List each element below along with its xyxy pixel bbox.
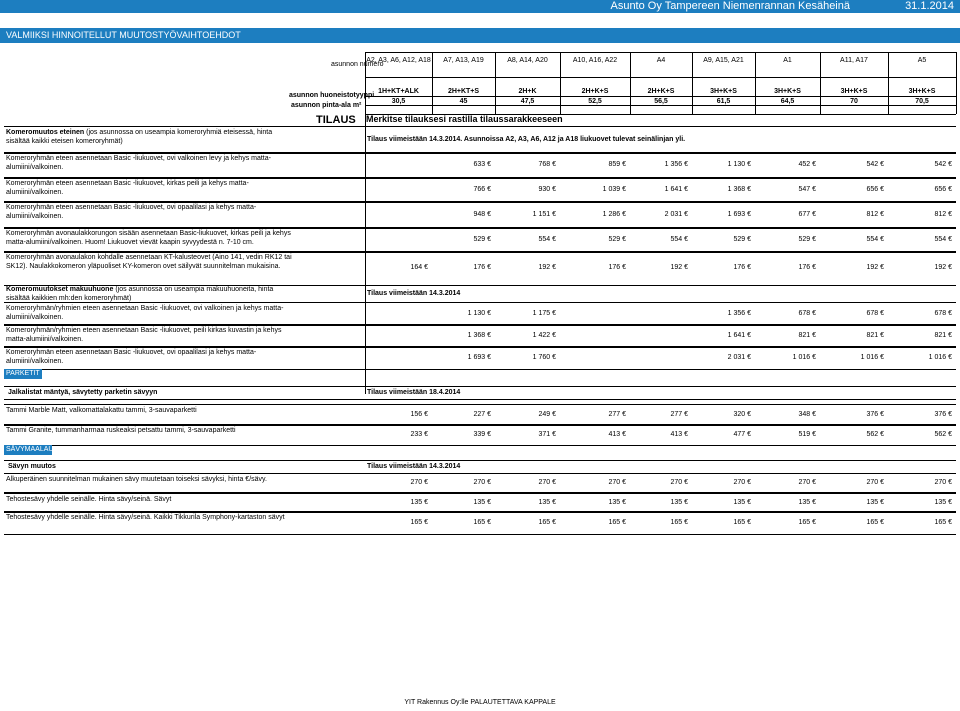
price-cell: 192 € (670, 264, 688, 271)
price-cell: 633 € (473, 161, 491, 168)
row-description: Tammi Marble Matt, valkomattalakattu tammi, 3-sauvaparketti (6, 407, 197, 414)
row-description: Komeroryhmän/ryhmien eteen asennetaan Basic -liukuovet, peili kirkas kuvastin ja kehys matta-alumiini/valkoinen. (6, 327, 282, 343)
apartment-area-cell: 30,5 (391, 98, 406, 105)
price-cell: 529 € (608, 236, 626, 243)
price-cell: 1 356 € (664, 161, 688, 168)
parketit-label: PARKETIT (6, 370, 40, 377)
price-cell: 176 € (608, 264, 626, 271)
price-cell: 1 151 € (532, 211, 556, 218)
price-cell: 452 € (798, 161, 816, 168)
block1-heading (6, 128, 286, 146)
apartment-type-cell: 3H+K+S (774, 88, 801, 95)
price-cell: 270 € (608, 479, 626, 486)
price-cell: 164 € (410, 264, 428, 271)
price-cell: 320 € (733, 411, 751, 418)
price-cell: 1 641 € (727, 332, 751, 339)
price-cell: 165 € (733, 519, 751, 526)
price-cell: 348 € (798, 411, 816, 418)
price-cell: 270 € (798, 479, 816, 486)
apartment-type-cell: 2H+K (518, 88, 537, 95)
price-cell: 821 € (934, 332, 952, 339)
price-cell: 1 368 € (467, 332, 491, 339)
price-cell: 376 € (866, 411, 884, 418)
price-cell: 165 € (934, 519, 952, 526)
apartment-number-cell: A7, A13, A19 (443, 57, 484, 64)
price-cell: 135 € (670, 499, 688, 506)
price-cell: 192 € (538, 264, 556, 271)
price-cell: 277 € (608, 411, 626, 418)
apartment-area-cell: 47,5 (520, 98, 535, 105)
price-cell: 135 € (410, 499, 428, 506)
apartment-type-label: asunnon huoneistotyyppi (289, 92, 375, 99)
price-cell: 930 € (538, 186, 556, 193)
price-cell: 339 € (473, 431, 491, 438)
price-cell: 678 € (798, 310, 816, 317)
price-cell: 812 € (866, 211, 884, 218)
block1-heading-bold: Komeromuutos eteinen (6, 129, 85, 136)
row-description: Tehostesävy yhdelle seinälle. Hinta sävy/seinä. Sävyt (6, 496, 172, 503)
price-cell: 176 € (473, 264, 491, 271)
price-cell: 656 € (934, 186, 952, 193)
price-cell: 1 016 € (928, 354, 952, 361)
price-cell: 227 € (473, 411, 491, 418)
apartment-number-cell: A10, A16, A22 (572, 57, 618, 64)
block2-order-note: Tilaus viimeistään 14.3.2014 (367, 290, 461, 297)
price-cell: 547 € (798, 186, 816, 193)
price-cell: 1 039 € (602, 186, 626, 193)
price-cell: 554 € (670, 236, 688, 243)
price-cell: 948 € (473, 211, 491, 218)
price-cell: 562 € (934, 431, 952, 438)
price-cell: 165 € (473, 519, 491, 526)
price-cell: 156 € (410, 411, 428, 418)
price-cell: 821 € (866, 332, 884, 339)
price-cell: 376 € (934, 411, 952, 418)
price-cell: 812 € (934, 211, 952, 218)
apartment-area-label: asunnon pinta-ala m² (291, 102, 362, 109)
price-cell: 176 € (733, 264, 751, 271)
savymaalaus-heading: Sävyn muutos (8, 463, 56, 470)
price-cell: 1 368 € (727, 186, 751, 193)
apartment-type-cell: 2H+KT+S (447, 88, 480, 95)
document-title: Asunto Oy Tampereen Niemenrannan Kesäheinä (610, 0, 850, 12)
apartment-number-cell: A8, A14, A20 (507, 57, 548, 64)
price-cell: 529 € (798, 236, 816, 243)
apartment-number-cell: A4 (656, 57, 666, 64)
price-cell: 270 € (866, 479, 884, 486)
price-cell: 165 € (670, 519, 688, 526)
apartment-area-cell: 61,5 (716, 98, 731, 105)
apartment-area-cell: 45 (459, 98, 468, 105)
parketit-heading: Jalkalistat mäntyä, sävytetty parketin sävyyn (8, 389, 158, 396)
price-cell: 371 € (538, 431, 556, 438)
price-cell: 1 016 € (860, 354, 884, 361)
price-cell: 165 € (410, 519, 428, 526)
price-cell: 249 € (538, 411, 556, 418)
price-cell: 554 € (934, 236, 952, 243)
price-cell: 1 356 € (727, 310, 751, 317)
price-cell: 821 € (798, 332, 816, 339)
header-grid-top (365, 52, 956, 53)
tilaus-note: Merkitse tilauksesi rastilla tilaussarakkeeseen (366, 114, 563, 124)
row-description: Alkuperäinen suunnitelman mukainen sävy muutetaan toiseksi sävyksi, hinta €/sävy. (6, 476, 267, 483)
price-cell: 233 € (410, 431, 428, 438)
price-cell: 519 € (798, 431, 816, 438)
price-cell: 270 € (934, 479, 952, 486)
price-cell: 270 € (473, 479, 491, 486)
apartment-area-cell: 70,5 (915, 98, 929, 105)
apartment-type-cell: 2H+K+S (581, 88, 609, 95)
price-cell: 165 € (866, 519, 884, 526)
row-description: Tehostesävy yhdelle seinälle. Hinta sävy/seinä. Kaikki Tikkurila Symphony-kartaston sävyt (6, 514, 285, 521)
price-cell: 766 € (473, 186, 491, 193)
apartment-area-cell: 64,5 (780, 98, 795, 105)
price-cell: 554 € (538, 236, 556, 243)
row-description: Komeroryhmän avonaulakon kohdalle asennetaan KT-kalusteovet (Aino 141, vedin RK12 tai SK12). Naulakkokomeron yläpuoliset KY-komeron ovet säilyvät suunnitelman mukaisina. (6, 254, 292, 270)
row-description: Komeroryhmän eteen asennetaan Basic -liukuovet, ovi opaalilasi ja kehys matta-alumiini/valkoinen. (6, 349, 257, 365)
savymaalaus-order-note: Tilaus viimeistään 14.3.2014 (367, 463, 461, 470)
apartment-area-cell: 56,5 (654, 98, 668, 105)
apartment-number-label: asunnon numero (331, 61, 384, 68)
price-cell: 135 € (608, 499, 626, 506)
block1-heading-rest: (jos asunnossa on useampia komeroryhmiä eteisessä, hinta sisältää kaikki eteisen komeroryhmät) (6, 129, 273, 145)
apartment-type-cell: 3H+K+S (840, 88, 868, 95)
block2-heading-rest: (jos asunnossa on useampia makuuhuoneita, hinta sisältää kaikkien mh:den komeroryhmät) (6, 286, 274, 302)
apartment-area-cell: 52,5 (588, 98, 602, 105)
section-title: VALMIIKSI HINNOITELLUT MUUTOSTYÖVAIHTOEHDOT (6, 30, 241, 40)
block1-order-note: Tilaus viimeistään 14.3.2014. Asunnoissa A2, A3, A6, A12 ja A18 liukuovet tulevat seinälinjan yli. (367, 136, 686, 143)
row-description: Komeroryhmän eteen asennetaan Basic -liukuovet, ovi opaalilasi ja kehys matta-alumiini/valkoinen. (6, 204, 257, 220)
price-cell: 1 422 € (532, 332, 556, 339)
price-cell: 678 € (866, 310, 884, 317)
row-description: Komeroryhmän avonaulakkorungon sisään asennetaan Basic-liukuovet, kirkas peili ja kehys matta-alumiini/valkoinen. Huom! Liukuovet vievät kaapin syvyydestä n. 7-10 cm. (6, 230, 291, 246)
row-description: Komeroryhmän eteen asennetaan Basic -liukuovet, kirkas peili ja kehys matta-alumiini/valkoinen. (6, 180, 249, 196)
price-cell: 270 € (670, 479, 688, 486)
apartment-number-cell: A1 (783, 57, 792, 64)
block2-heading-bold: Komeromuutokset makuuhuone (6, 286, 114, 293)
price-cell: 135 € (934, 499, 952, 506)
price-cell: 1 693 € (727, 211, 751, 218)
header-grid-column-line (956, 52, 957, 114)
block2-heading (6, 285, 286, 303)
apartment-number-cell: A9, A15, A21 (703, 57, 744, 64)
price-cell: 277 € (670, 411, 688, 418)
apartment-type-cell: 3H+K+S (908, 88, 936, 95)
footer-note: YIT Rakennus Oy:lle PALAUTETTAVA KAPPALE (404, 699, 556, 706)
price-cell: 135 € (473, 499, 491, 506)
price-cell: 165 € (798, 519, 816, 526)
row-description: Tammi Granite, tummanharmaa ruskeaksi petsattu tammi, 3-sauvaparketti (6, 427, 236, 434)
price-cell: 542 € (934, 161, 952, 168)
apartment-number-cell: A2, A3, A6, A12, A18 (366, 57, 431, 64)
price-cell: 165 € (608, 519, 626, 526)
price-cell: 192 € (934, 264, 952, 271)
price-cell: 768 € (538, 161, 556, 168)
apartment-area-cell: 70 (850, 98, 858, 105)
price-cell: 1 286 € (602, 211, 626, 218)
price-cell: 176 € (798, 264, 816, 271)
price-cell: 2 031 € (664, 211, 688, 218)
savymaalaus-heading-row (4, 460, 956, 474)
price-cell: 859 € (608, 161, 626, 168)
price-cell: 562 € (866, 431, 884, 438)
price-cell: 1 016 € (792, 354, 816, 361)
price-cell: 678 € (934, 310, 952, 317)
price-cell: 270 € (538, 479, 556, 486)
price-cell: 1 760 € (532, 354, 556, 361)
price-cell: 677 € (798, 211, 816, 218)
price-cell: 165 € (538, 519, 556, 526)
price-cell: 135 € (866, 499, 884, 506)
price-cell: 192 € (866, 264, 884, 271)
price-cell: 1 130 € (467, 310, 491, 317)
row-description: Komeroryhmän/ryhmien eteen asennetaan Basic -liukuovet, ovi valkoinen ja kehys matta-alumiini/valkoinen. (6, 305, 284, 321)
price-cell: 135 € (733, 499, 751, 506)
price-cell: 656 € (866, 186, 884, 193)
row-description: Komeroryhmän eteen asennetaan Basic -liukuovet, ovi valkoinen levy ja kehys matta-alumiini/valkoinen. (6, 155, 271, 171)
price-cell: 413 € (608, 431, 626, 438)
price-cell: 554 € (866, 236, 884, 243)
price-cell: 529 € (733, 236, 751, 243)
apartment-type-cell: 3H+K+S (710, 88, 737, 95)
apartment-type-cell: 2H+K+S (647, 88, 675, 95)
price-cell: 413 € (670, 431, 688, 438)
tilaus-heading: TILAUS (316, 114, 356, 126)
price-cell: 1 641 € (664, 186, 688, 193)
apartment-number-cell: A11, A17 (840, 57, 868, 64)
header-grid-mid (365, 77, 956, 78)
price-cell: 270 € (733, 479, 751, 486)
price-cell: 135 € (538, 499, 556, 506)
price-cell: 270 € (410, 479, 428, 486)
price-cell: 477 € (733, 431, 751, 438)
parketit-order-note: Tilaus viimeistään 18.4.2014 (367, 389, 461, 396)
apartment-number-cell: A5 (917, 57, 927, 64)
price-cell: 1 693 € (467, 354, 491, 361)
price-cell: 529 € (473, 236, 491, 243)
savymaalaus-label: SÄVYMAALAUS (6, 446, 59, 453)
document-date: 31.1.2014 (905, 0, 954, 12)
price-cell: 1 175 € (532, 310, 556, 317)
apartment-type-cell: 1H+KT+ALK (378, 88, 419, 95)
price-cell: 135 € (798, 499, 816, 506)
price-cell: 2 031 € (727, 354, 751, 361)
price-cell: 542 € (866, 161, 884, 168)
price-cell: 1 130 € (727, 161, 751, 168)
